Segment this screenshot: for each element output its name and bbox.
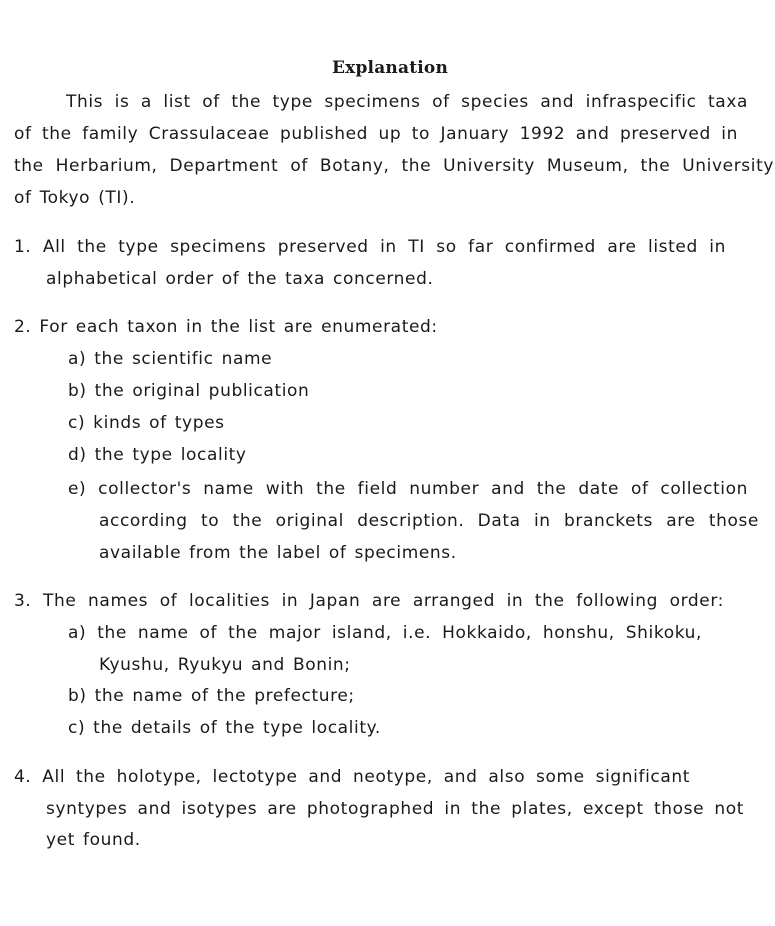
intro-line: This is a list of the type specimens of species and infraspecific taxa bbox=[66, 92, 748, 112]
sub-item-e: e) collector's name with the field number and the date of collection bbox=[68, 479, 748, 499]
list-item-2: 2. For each taxon in the list are enumerated: bbox=[14, 317, 438, 337]
list-item-4-continuation: yet found. bbox=[46, 830, 141, 850]
page-title: Explanation bbox=[331, 58, 449, 78]
sub-item-b: b) the name of the prefecture; bbox=[68, 686, 355, 706]
list-item-3: 3. The names of localities in Japan are arranged in the following order: bbox=[14, 591, 724, 611]
list-item-1-continuation: alphabetical order of the taxa concerned. bbox=[46, 269, 434, 289]
sub-item-a: a) the name of the major island, i.e. Hokkaido, honshu, Shikoku, bbox=[68, 623, 702, 643]
intro-line: the Herbarium, Department of Botany, the University Museum, the University bbox=[14, 156, 774, 176]
list-item-4-continuation: syntypes and isotypes are photographed in the plates, except those not bbox=[46, 799, 744, 819]
sub-item-b: b) the original publication bbox=[68, 381, 310, 401]
sub-item-e-continuation: available from the label of specimens. bbox=[99, 543, 457, 563]
list-item-1: 1. All the type specimens preserved in TI so far confirmed are listed in bbox=[14, 237, 726, 257]
sub-item-a-continuation: Kyushu, Ryukyu and Bonin; bbox=[99, 655, 351, 675]
sub-item-e-continuation: according to the original description. Data in branckets are those bbox=[99, 511, 759, 531]
sub-item-c: c) kinds of types bbox=[68, 413, 225, 433]
sub-item-d: d) the type locality bbox=[68, 445, 247, 465]
intro-line: of the family Crassulaceae published up to January 1992 and preserved in bbox=[14, 124, 738, 144]
sub-item-a: a) the scientific name bbox=[68, 349, 273, 369]
intro-line: of Tokyo (TI). bbox=[14, 188, 136, 208]
sub-item-c: c) the details of the type locality. bbox=[68, 718, 381, 738]
list-item-4: 4. All the holotype, lectotype and neotype, and also some significant bbox=[14, 767, 690, 787]
